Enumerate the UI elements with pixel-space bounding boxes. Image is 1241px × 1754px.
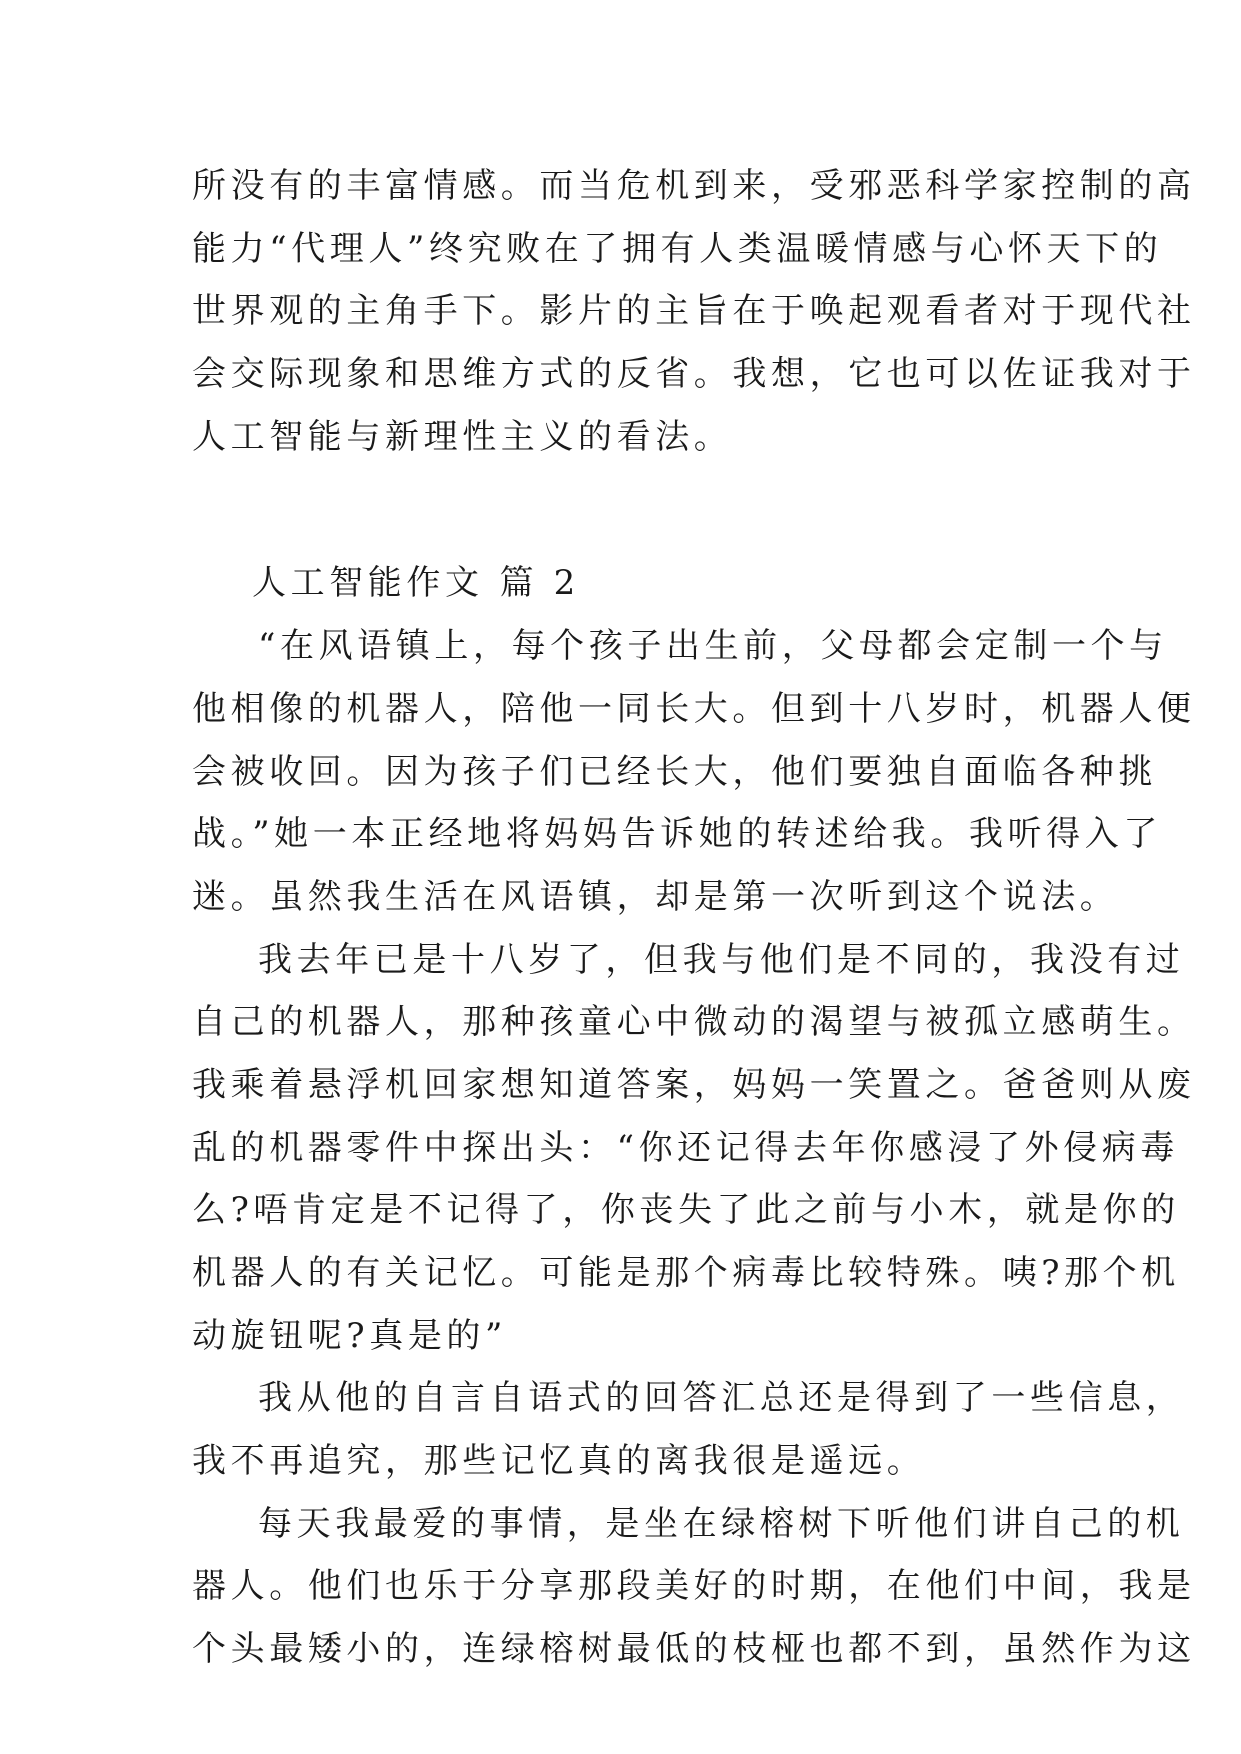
- paragraph-3: [192, 1367, 1185, 1492]
- text-line: 我从他的自言自语式的回答汇总还是得到了一些信息，: [258, 1378, 1185, 1419]
- intro-paragraph: [192, 155, 1196, 468]
- text-line: 战。”她一本正经地将妈妈告诉她的转述给我。我听得入了: [192, 814, 1162, 855]
- text-line: 世界观的主角手下。影片的主旨在于唤起观看者对于现代社: [192, 291, 1196, 332]
- text-line: 器人。他们也乐于分享那段美好的时期，在他们中间，我是: [192, 1566, 1196, 1607]
- text-line: 个头最矮小的，连绿榕树最低的枝桠也都不到，虽然作为这: [192, 1629, 1196, 1670]
- text-line: 他相像的机器人，陪他一同长大。但到十八岁时，机器人便: [192, 688, 1196, 729]
- text-line: 自己的机器人，那种孩童心中微动的渴望与被孤立感萌生。: [192, 1002, 1196, 1043]
- text-line: 会被收回。因为孩子们已经长大，他们要独自面临各种挑: [192, 751, 1157, 792]
- text-line: 能力“代理人”终究败在了拥有人类温暖情感与心怀天下的: [192, 228, 1163, 269]
- section-heading: [192, 552, 1072, 615]
- paragraph-2: [192, 929, 1196, 1368]
- text-line: 会交际现象和思维方式的反省。我想，它也可以佐证我对于: [192, 354, 1196, 395]
- text-line: 我不再追究，那些记忆真的离我很是遥远。: [192, 1441, 926, 1482]
- text-line: 动旋钮呢?真是的”: [192, 1315, 508, 1356]
- text-line: 我乘着悬浮机回家想知道答案，妈妈一笑置之。爸爸则从废: [192, 1064, 1196, 1105]
- text-line: “在风语镇上，每个孩子出生前，父母都会定制一个与: [258, 626, 1168, 667]
- section-spacer: [192, 468, 1072, 552]
- document-body: [192, 155, 1196, 1681]
- text-line: 每天我最爱的事情，是坐在绿榕树下听他们讲自己的机: [258, 1503, 1185, 1544]
- text-line: 机器人的有关记忆。可能是那个病毒比较特殊。咦?那个机: [192, 1253, 1180, 1293]
- text-line: 迷。虽然我生活在风语镇，却是第一次听到这个说法。: [192, 876, 1119, 917]
- section-title: 人工智能作文: [252, 563, 484, 604]
- paragraph-1: [192, 615, 1196, 928]
- section-number: 篇 2: [499, 563, 580, 604]
- text-line: 人工智能与新理性主义的看法。: [192, 416, 733, 457]
- paragraph-4: [192, 1493, 1196, 1681]
- text-line: 乱的机器零件中探出头：“你还记得去年你感浸了外侵病毒: [192, 1127, 1179, 1168]
- text-line: 所没有的丰富情感。而当危机到来，受邪恶科学家控制的高: [192, 166, 1196, 206]
- text-line: 我去年已是十八岁了，但我与他们是不同的，我没有过: [258, 939, 1185, 980]
- text-line: 么?唔肯定是不记得了，你丧失了此之前与小木，就是你的: [192, 1190, 1180, 1231]
